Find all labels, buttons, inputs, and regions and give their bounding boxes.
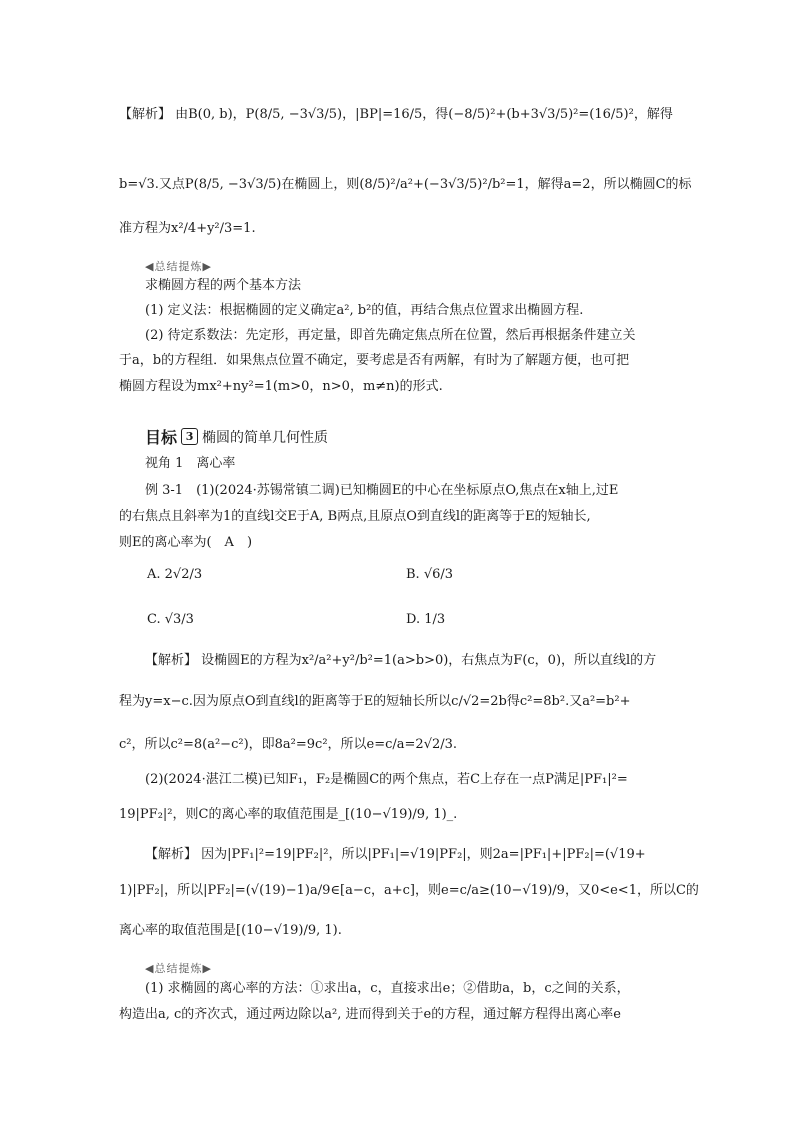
analysis-3-line-1: 【解析】 因为|PF₁|²=19|PF₂|²，所以|PF₁|=√19|PF₂|，则2a=|PF₁|+|PF₂|=(√19+ [145,847,646,862]
analysis-1-line-2: b=√3.又点P(8/5, −3√3/5)在椭圆上，则(8/5)²/a²+(−3√3/5)²/b²=1，解得a=2，所以椭圆C的标 [119,177,692,192]
option-a: A. 2√2/3 [147,567,203,582]
goal-number-badge: 3 [181,428,198,445]
summary-2-point-1b: 构造出a, c的齐次式，通过两边除以a², 进而得到关于e的方程，通过解方程得出离心率e [119,1007,621,1022]
analysis-3-line-3: 离心率的取值范围是[(10−√19)/9, 1). [119,923,342,938]
goal-title: 椭圆的简单几何性质 [202,429,329,446]
summary-point-2a: (2) 待定系数法：先定形，再定量，即首先确定焦点所在位置，然后再根据条件建立关 [145,328,636,343]
summary-tag: ◀总结提炼▶ [145,260,212,273]
summary-2-point-1a: (1) 求椭圆的离心率的方法：①求出a，c，直接求出e；②借助a，b，c之间的关系， [145,981,630,996]
example-3-1-line-2: 的右焦点且斜率为1的直线l交E于A, B两点,且原点O到直线l的距离等于E的短轴长, [119,509,591,524]
example-3-2-line-1: (2)(2024·湛江二模)已知F₁，F₂是椭圆C的两个焦点，若C上存在一点P满足|PF₁|²= [145,772,628,787]
angle-heading: 视角 1 离心率 [145,456,236,471]
summary-point-1: (1) 定义法：根据椭圆的定义确定a², b²的值，再结合焦点位置求出椭圆方程. [145,303,584,318]
summary-2-tag: ◀总结提炼▶ [145,962,212,975]
analysis-2-line-3: c²，所以c²=8(a²−c²)，即8a²=9c²，所以e=c/a=2√2/3. [119,737,458,752]
example-3-2-line-2: 19|PF₂|²，则C的离心率的取值范围是_[(10−√19)/9, 1)_. [119,807,458,822]
summary-point-2c: 椭圆方程设为mx²+ny²=1(m>0，n>0，m≠n)的形式. [119,379,443,394]
analysis-1-line-1: 【解析】 由B(0, b)，P(8/5, −3√3/5)，|BP|=16/5，得(−8/5)²+(b+3√3/5)²=(16/5)²，解得 [119,107,673,122]
analysis-3-line-2: 1)|PF₂|，所以|PF₂|=(√(19)−1)a/9∈[a−c，a+c]，则e=c/a≥(10−√19)/9，又0<e<1，所以C的 [119,883,699,898]
example-3-1-line-1: 例 3-1 (1)(2024·苏锡常镇二调)已知椭圆E的中心在坐标原点O,焦点在x轴上,过E [145,483,619,498]
goal-3-heading [145,425,328,448]
summary-point-2b: 于a，b的方程组．如果焦点位置不确定，要考虑是否有两解，有时为了解题方便，也可把 [119,353,630,368]
analysis-1-line-3: 准方程为x²/4+y²/3=1. [119,221,256,236]
option-c: C. √3/3 [147,612,194,627]
summary-title: 求椭圆方程的两个基本方法 [145,278,302,293]
goal-label: 目标 [145,428,178,447]
analysis-2-line-1: 【解析】 设椭圆E的方程为x²/a²+y²/b²=1(a>b>0)，右焦点为F(c，0)，所以直线l的方 [145,653,657,668]
option-b: B. √6/3 [406,567,454,582]
analysis-2-line-2: 程为y=x−c.因为原点O到直线l的距离等于E的短轴长所以c/√2=2b得c²=8b².又a²=b²+ [119,694,631,709]
option-d: D. 1/3 [406,612,446,627]
example-3-1-line-3: 则E的离心率为( A ) [119,535,253,550]
